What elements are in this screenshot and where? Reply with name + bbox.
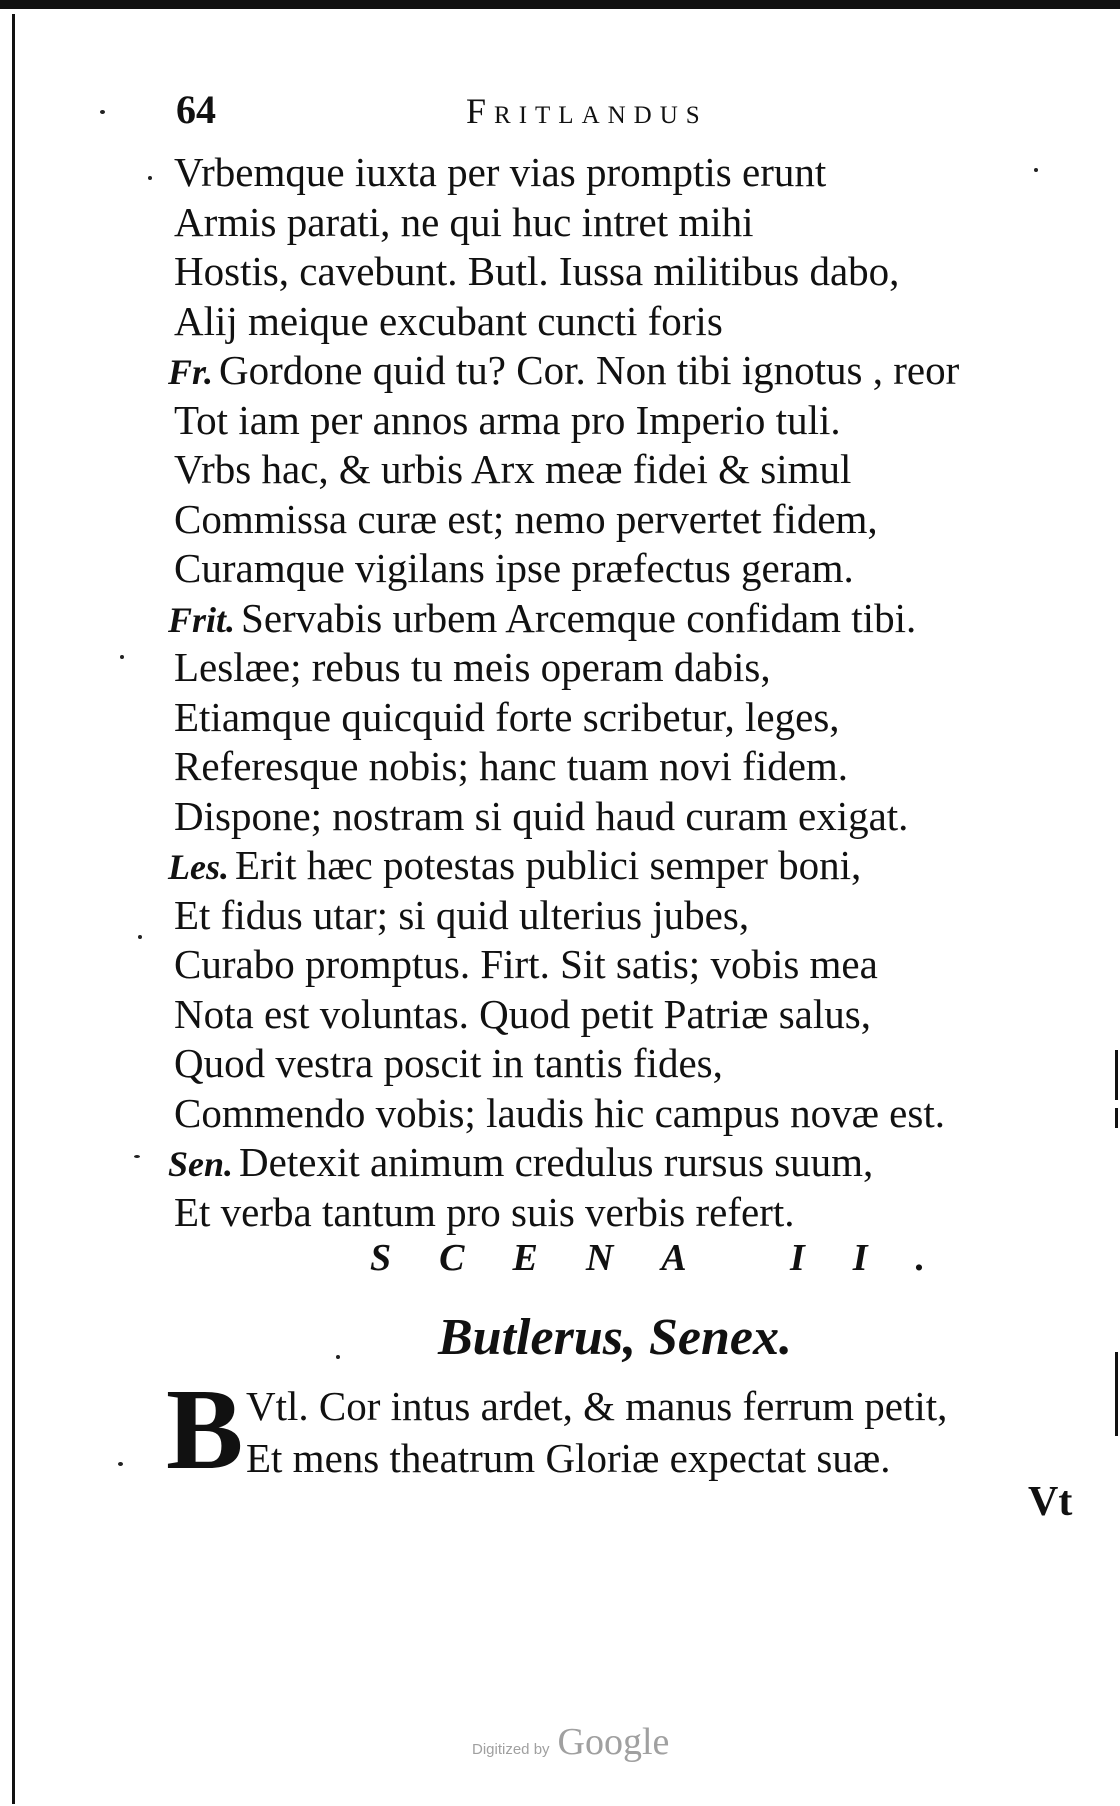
verse-line [168,544,1088,594]
drop-cap: B [166,1366,244,1494]
speaker-label: Frit. [168,599,236,640]
verse-text: Armis parati, ne qui huc intret mihi [174,198,754,245]
scene-verse [246,1380,1096,1484]
verse-text: Servabis urbem Arcemque confidam tibi. [241,594,917,641]
verse-line [168,297,1088,347]
verse-text: Erit hæc potestas publici semper boni, [234,842,862,888]
right-edge-mark [1115,1108,1118,1128]
right-edge-mark [1115,1352,1118,1436]
scene-line: Vtl. Cor intus ardet, & manus ferrum petit, [246,1383,948,1429]
verse-line [168,841,1088,891]
scene-line: Et mens theatrum Gloriæ expectat suæ. [246,1435,891,1481]
verse-text: Quod vestra poscit in tantis fides, [174,1040,723,1086]
verse-text: Referesque nobis; hanc tuam novi fidem. [174,743,849,789]
scene-heading: SCENA II. [370,1237,974,1279]
verse-text: Et fidus utar; si quid ulterius jubes, [174,891,750,938]
verse-line [168,495,1088,545]
verse-line [168,1188,1088,1238]
verse-text: Etiamque quicquid forte scribetur, leges, [174,693,840,740]
print-speck [138,935,142,939]
verse-line [168,247,1088,297]
verse-text: Commissa curæ est; nemo pervertet fidem, [174,495,878,542]
print-speck [336,1355,340,1359]
print-speck [134,1155,140,1158]
running-title: Fritlandus [466,91,708,131]
verse-text: Curabo promptus. Firt. Sit satis; vobis mea [174,941,878,987]
verse-line [168,148,1088,198]
page-header [176,86,816,142]
verse-line [168,742,1088,792]
print-speck [120,655,124,659]
watermark-brand: Google [557,1721,670,1763]
speaker-label: Fr. [168,352,214,392]
print-speck [118,1462,123,1466]
verse-line [168,1039,1088,1089]
verse-text: Vrbemque iuxta per vias promptis erunt [174,149,827,195]
verse-line [168,1089,1088,1139]
watermark-prefix: Digitized by [472,1741,550,1758]
verse-line [168,940,1088,990]
verse-line [168,594,1088,644]
verse-text: Curamque vigilans ipse præfectus geram. [174,545,854,591]
print-speck [148,176,152,180]
verse-block [168,148,1088,1237]
verse-line [168,346,1088,396]
verse-line [168,891,1088,941]
verse-line [168,445,1088,495]
right-edge-mark [1115,1050,1118,1100]
verse-line [168,1138,1088,1188]
verse-text: Gordone quid tu? Cor. Non tibi ignotus , reor [219,347,960,393]
print-speck [1034,168,1038,172]
verse-line [168,792,1088,842]
verse-text: Nota est voluntas. Quod petit Patriæ salus, [174,990,871,1037]
verse-text: Alij meique excubant cuncti foris [174,297,723,344]
print-speck [100,110,105,114]
verse-text: Detexit animum credulus rursus suum, [239,1139,874,1185]
digitization-watermark [472,1720,669,1764]
speaker-label: Les. [168,847,229,887]
catchword: Vt [1028,1479,1073,1525]
verse-line [168,198,1088,248]
verse-text: Et verba tantum pro suis verbis refert. [174,1188,795,1235]
verse-text: Leslæe; rebus tu meis operam dabis, [174,644,771,690]
scene-characters: Butlerus, Senex. [438,1309,792,1366]
speaker-label: Sen. [168,1144,234,1184]
verse-text: Vrbs hac, & urbis Arx meæ fidei & simul [174,446,852,492]
verse-line [168,693,1088,743]
verse-line [168,990,1088,1040]
verse-text: Hostis, cavebunt. Butl. Iussa militibus dabo, [174,248,900,294]
verse-text: Tot iam per annos arma pro Imperio tuli. [174,396,841,443]
verse-text: Dispone; nostram si quid haud curam exigat. [174,792,909,839]
verse-text: Commendo vobis; laudis hic campus novæ est. [174,1089,945,1136]
left-page-edge [12,14,15,1804]
top-border [0,0,1120,9]
page-number: 64 [176,87,216,132]
verse-line [168,643,1088,693]
verse-line [168,396,1088,446]
